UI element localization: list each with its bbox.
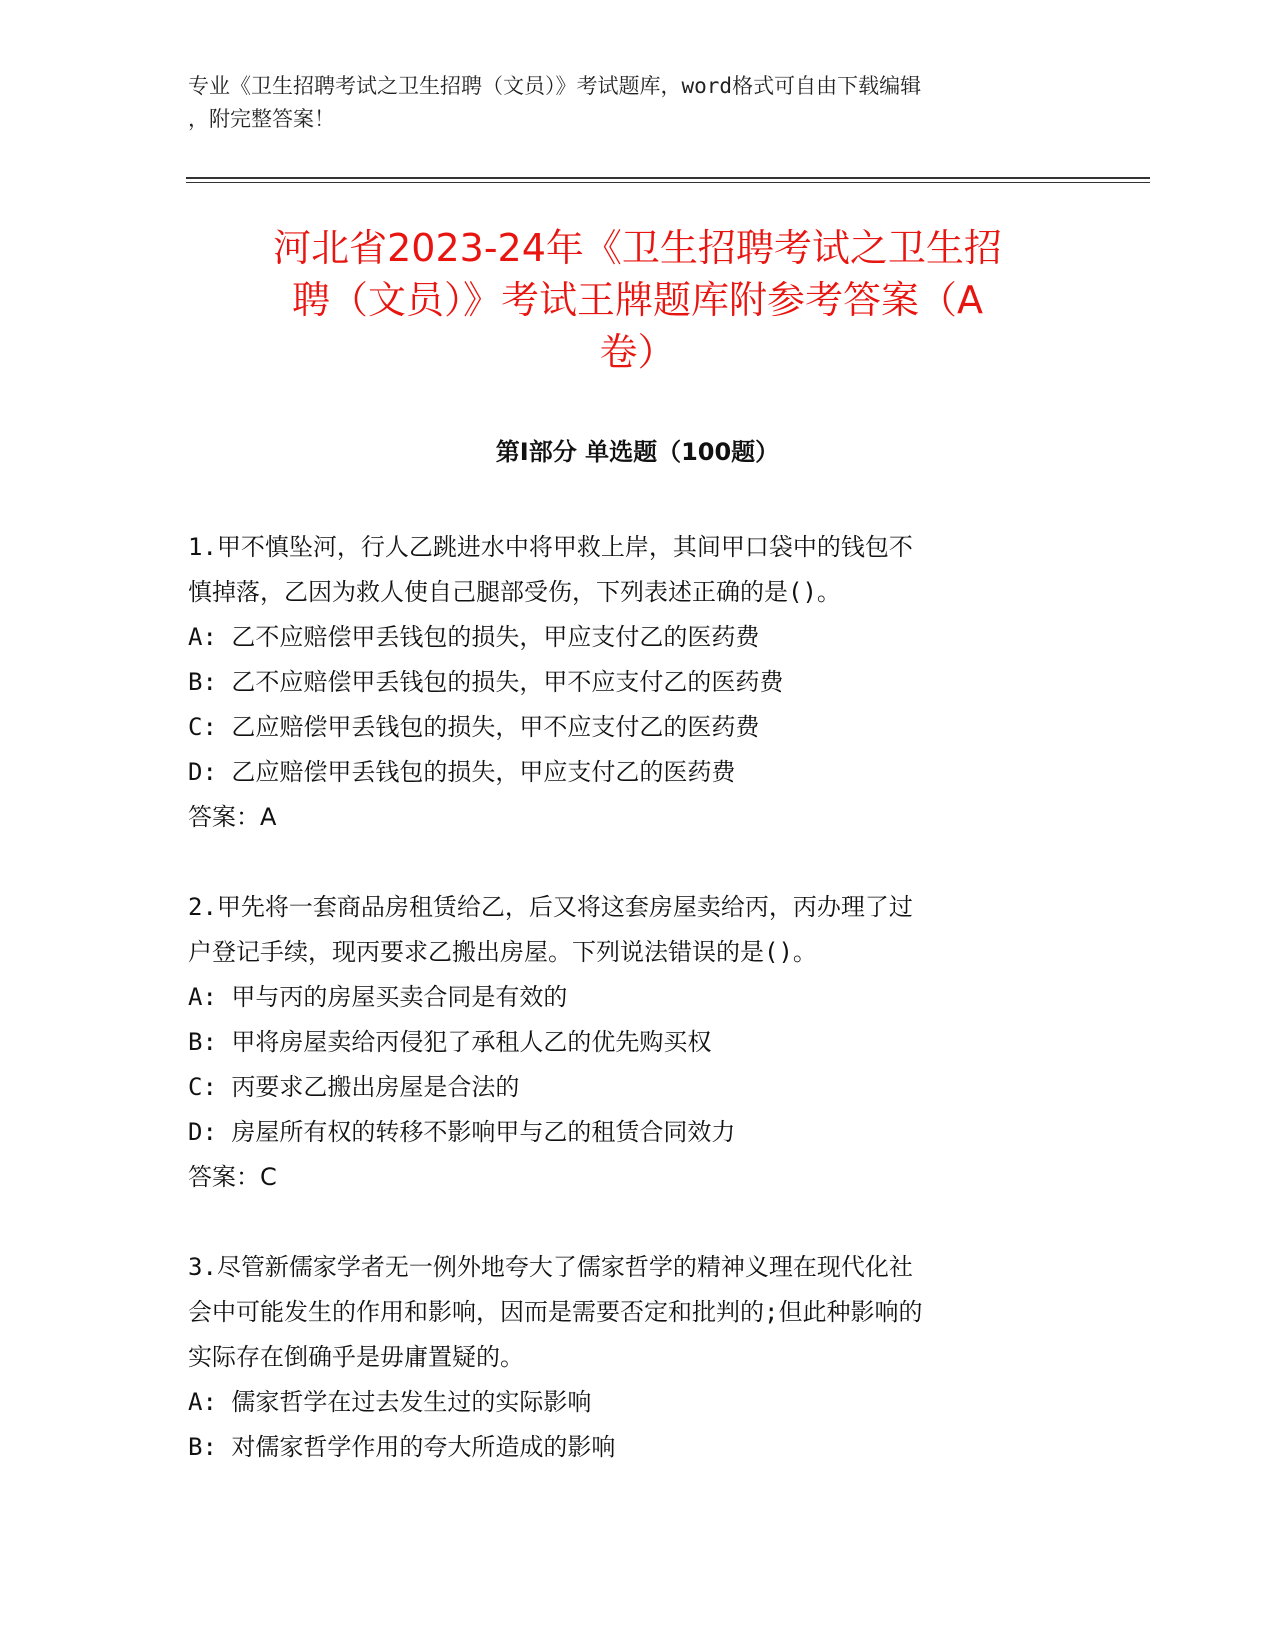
document-title-line-1: 河北省2023-24年《卫生招聘考试之卫生招 — [273, 226, 1002, 270]
option-c: C: 丙要求乙搬出房屋是合法的 — [188, 1073, 520, 1101]
question-stem-line: 户登记手续，现丙要求乙搬出房屋。下列说法错误的是()。 — [188, 938, 817, 966]
question-stem-line: 3.尽管新儒家学者无一例外地夸大了儒家哲学的精神义理在现代化社 — [188, 1253, 913, 1281]
question-stem-line: 实际存在倒确乎是毋庸置疑的。 — [188, 1343, 524, 1371]
option-a: A: 乙不应赔偿甲丢钱包的损失，甲应支付乙的医药费 — [188, 623, 760, 651]
question-stem-line: 1.甲不慎坠河，行人乙跳进水中将甲救上岸，其间甲口袋中的钱包不 — [188, 533, 913, 561]
option-b: B: 乙不应赔偿甲丢钱包的损失，甲不应支付乙的医药费 — [188, 668, 784, 696]
header-note — [188, 70, 1068, 136]
header-note-line-2: ，附完整答案！ — [188, 107, 335, 131]
question-stem-line: 会中可能发生的作用和影响，因而是需要否定和批判的;但此种影响的 — [188, 1298, 923, 1326]
option-a: A: 甲与丙的房屋买卖合同是有效的 — [188, 983, 568, 1011]
document-title — [180, 222, 1095, 378]
option-c: C: 乙应赔偿甲丢钱包的损失，甲不应支付乙的医药费 — [188, 713, 760, 741]
option-b: B: 甲将房屋卖给丙侵犯了承租人乙的优先购买权 — [188, 1028, 712, 1056]
question-stem-line: 2.甲先将一套商品房租赁给乙，后又将这套房屋卖给丙，丙办理了过 — [188, 893, 913, 921]
section-title: 第Ⅰ部分 单选题（100题） — [495, 438, 780, 466]
answer: 答案：A — [188, 803, 277, 831]
option-d: D: 房屋所有权的转移不影响甲与乙的租赁合同效力 — [188, 1118, 736, 1146]
question-2 — [188, 885, 1068, 1200]
question-1 — [188, 525, 1068, 840]
document-title-line-2: 聘（文员）》考试王牌题库附参考答案（A — [292, 278, 983, 322]
answer: 答案：C — [188, 1163, 277, 1191]
document-title-line-3: 卷） — [599, 330, 676, 374]
header-divider-thin — [186, 182, 1150, 183]
question-stem-line: 慎掉落，乙因为救人使自己腿部受伤，下列表述正确的是()。 — [188, 578, 841, 606]
question-3 — [188, 1245, 1068, 1470]
header-note-line-1: 专业《卫生招聘考试之卫生招聘（文员）》考试题库，word格式可自由下载编辑 — [188, 74, 922, 98]
header-divider-thick — [186, 177, 1150, 179]
option-b: B: 对儒家哲学作用的夸大所造成的影响 — [188, 1433, 616, 1461]
option-d: D: 乙应赔偿甲丢钱包的损失，甲应支付乙的医药费 — [188, 758, 736, 786]
option-a: A: 儒家哲学在过去发生过的实际影响 — [188, 1388, 592, 1416]
